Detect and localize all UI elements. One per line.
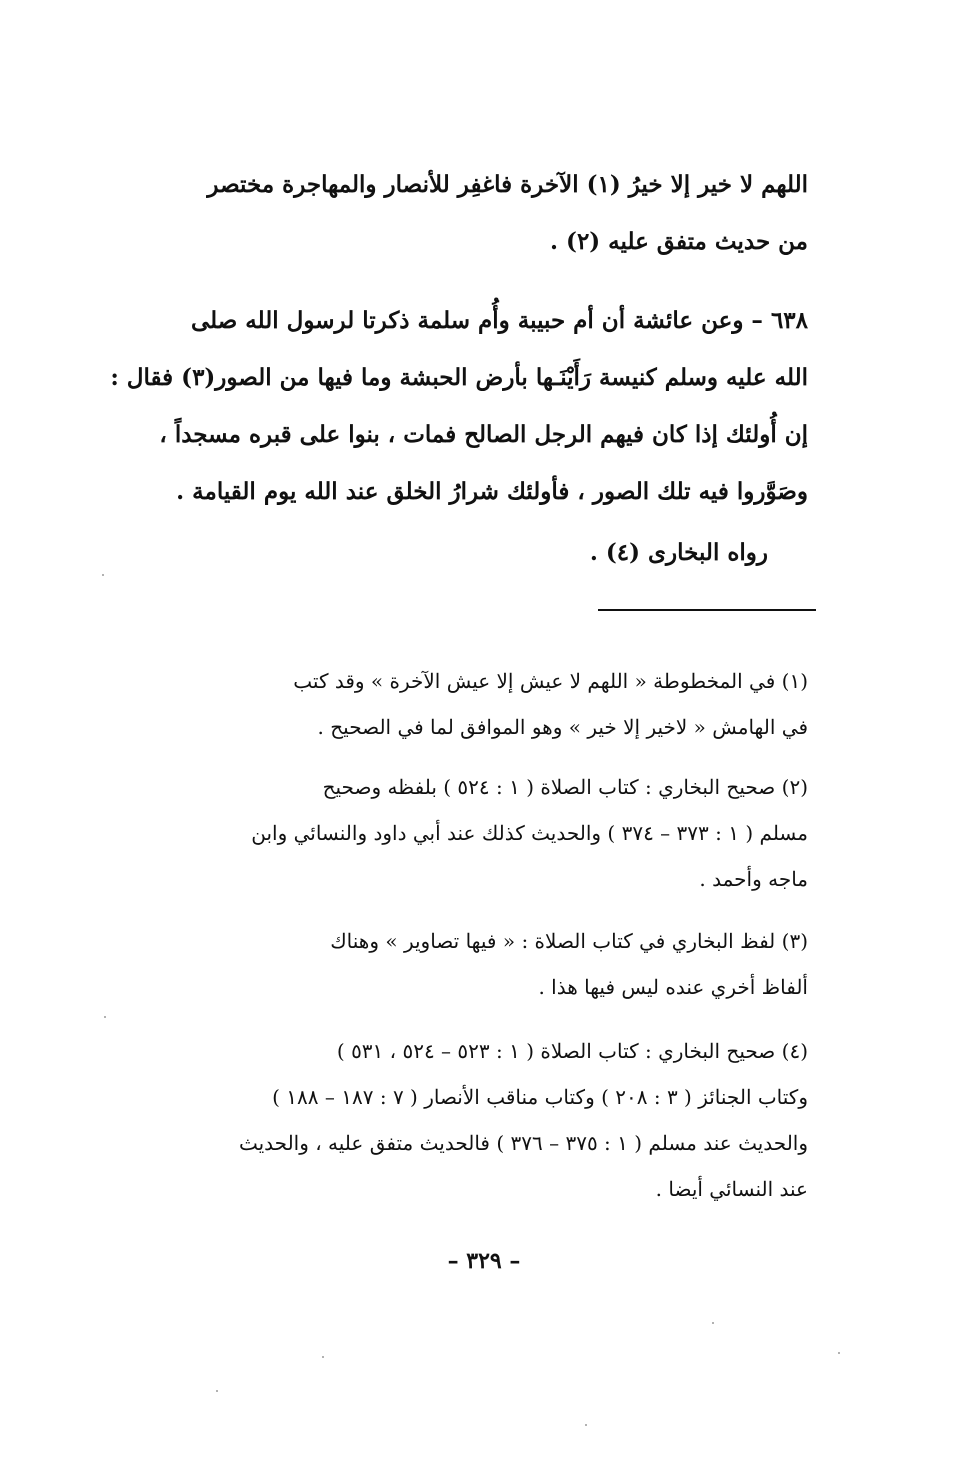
hadith-line: إن أُولئك إذا كان فيهم الرجل الصالح فمات ، بنوا على قبره مسجداً ، [159, 421, 808, 448]
footnote-line: ألفاظ أخري عنده ليس فيها هذا . [538, 975, 808, 999]
footnote-separator [598, 609, 816, 611]
footnote-2 [160, 764, 808, 902]
page-number: – ٣٢٩ – [447, 1248, 521, 1274]
scan-speck [104, 1016, 106, 1018]
footnote-line: (٤) صحيح البخاري : كتاب الصلاة ( ١ : ٥٢٣ – ٥٢٤ ، ٥٣١ ) [336, 1039, 808, 1063]
scan-speck [216, 1390, 218, 1392]
hadith-block [110, 292, 808, 520]
footnote-1 [160, 658, 808, 750]
footnote-line: ماجه وأحمد . [699, 867, 808, 891]
verse-block [160, 156, 808, 270]
hadith-line: وصَوَّروا فيه تلك الصور ، فأولئك شرارُ الخلق عند الله يوم القيامة . [176, 478, 808, 505]
footnote-line: والحديث عند مسلم ( ١ : ٣٧٥ – ٣٧٦ ) فالحديث متفق عليه ، والحديث [238, 1131, 808, 1155]
scan-speck [838, 1352, 840, 1354]
hadith-source [160, 524, 768, 581]
footnote-line: في الهامش « لاخير إلا خير » وهو الموافق لما في الصحيح . [317, 715, 808, 739]
scan-speck [322, 1356, 324, 1358]
scan-speck [585, 1424, 587, 1426]
footnote-line: وكتاب الجنائز ( ٣ : ٢٠٨ ) وكتاب مناقب الأنصار ( ٧ : ١٨٧ – ١٨٨ ) [272, 1085, 808, 1109]
verse-line: اللهم لا خير إلا خيرُ (١) الآخرة فاغفِر للأنصار والمهاجرة مختصر [207, 171, 808, 198]
hadith-source-text: رواه البخارى (٤) . [589, 539, 768, 566]
footnote-line: (٣) لفظ البخاري في كتاب الصلاة : « فيها تصاوير » وهناك [330, 929, 808, 953]
footnote-line: (٢) صحيح البخاري : كتاب الصلاة ( ١ : ٥٢٤ ) بلفظه وصحيح [322, 775, 808, 799]
footnote-3 [160, 918, 808, 1010]
scan-speck [712, 1322, 714, 1324]
footnote-line: عند النسائي أيضا . [655, 1177, 808, 1201]
footnote-line: مسلم ( ١ : ٣٧٣ – ٣٧٤ ) والحديث كذلك عند أبي داود والنسائي وابن [251, 821, 808, 845]
hadith-line: الله عليه وسلم كنيسة رَأَيْنَـها بأرض الحبشة وما فيها من الصور(٣) فقال : [110, 364, 808, 391]
footnote-4 [160, 1028, 808, 1212]
scan-speck [102, 574, 104, 576]
hadith-line: ٦٣٨ – وعن عائشة أن أم حبيبة وأُم سلمة ذكرتا لرسول الله صلى [190, 307, 808, 334]
footnote-line: (١) في المخطوطة « اللهم لا عيش إلا عيش الآخرة » وقد كتب [293, 669, 808, 693]
verse-line: من حديث متفق عليه (٢) . [550, 228, 808, 255]
